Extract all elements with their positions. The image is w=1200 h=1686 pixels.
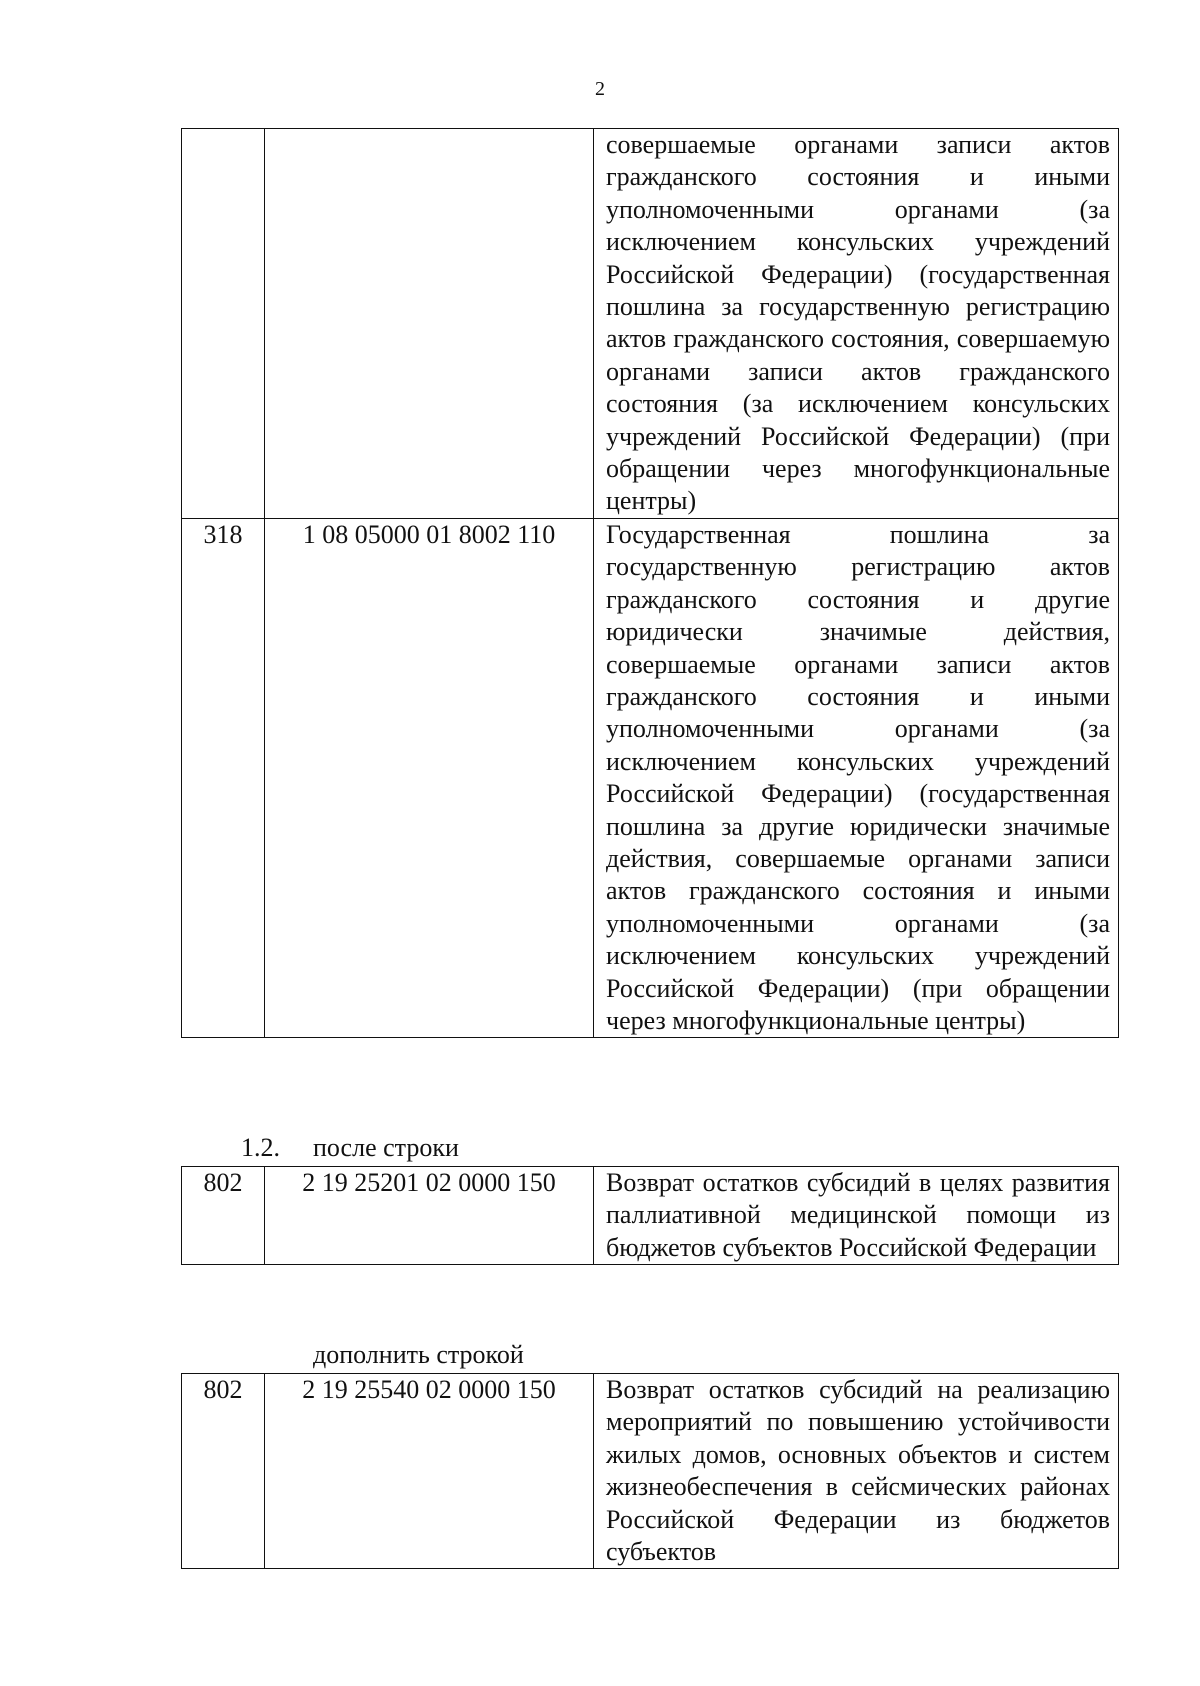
description-text: Возврат остатков субсидий в целях развития паллиативной медицинской помощи из бюджетов субъектов Российской Федерации	[606, 1168, 1110, 1262]
description-cell	[594, 518, 1119, 1038]
description-cell	[594, 129, 1119, 519]
budget-code-cell: 2 19 25540 02 0000 150	[265, 1374, 594, 1569]
new-row-table	[181, 1373, 1119, 1569]
table-row	[182, 129, 1119, 519]
section-caption-add-row: дополнить строкой	[313, 1340, 524, 1369]
table-row	[182, 518, 1119, 1038]
description-cell	[594, 1167, 1119, 1265]
section-caption-after-row	[241, 1132, 459, 1164]
row-number-cell: 802	[182, 1167, 265, 1265]
page-number: 2	[595, 78, 605, 100]
description-text: совершаемые органами записи актов гражданского состояния и иными уполномоченными органами (за исключением консульских учреждений Российской Федерации) (государственная пошлина за государственную регистрацию актов гражданского состояния, совершаемую органами записи актов гражданского состояния (за исключением консульских учреждений Российской Федерации) (при обращении через многофункциональные центры)	[606, 130, 1110, 516]
description-text: Государственная пошлина за государственную регистрацию актов гражданского состояния и другие юридически значимые действия, совершаемые органами записи актов гражданского состояния и иными уполномоченными органами (за исключением консульских учреждений Российской Федерации) (государственная пошлина за другие юридически значимые действия, совершаемые органами записи актов гражданского состояния и иными уполномоченными органами (за исключением консульских учреждений Российской Федерации) (при обращении через многофункциональные центры)	[606, 519, 1110, 1035]
section-label: после строки	[313, 1133, 459, 1162]
description-text: Возврат остатков субсидий на реализацию мероприятий по повышению устойчивости жилых домов, основных объектов и систем жизнеобеспечения в сейсмических районах Российской Федерации из бюджетов субъектов	[606, 1375, 1110, 1567]
existing-row-table	[181, 1166, 1119, 1265]
section-number: 1.2.	[241, 1133, 280, 1162]
description-cell	[594, 1374, 1119, 1569]
row-number-cell: 802	[182, 1374, 265, 1569]
budget-code-cell: 2 19 25201 02 0000 150	[265, 1167, 594, 1265]
budget-code-cell: 1 08 05000 01 8002 110	[265, 518, 594, 1038]
row-number-cell	[182, 129, 265, 519]
table-row	[182, 1374, 1119, 1569]
table-row	[182, 1167, 1119, 1265]
row-number-cell: 318	[182, 518, 265, 1038]
budget-code-cell	[265, 129, 594, 519]
budget-codes-table-continued	[181, 128, 1119, 1038]
